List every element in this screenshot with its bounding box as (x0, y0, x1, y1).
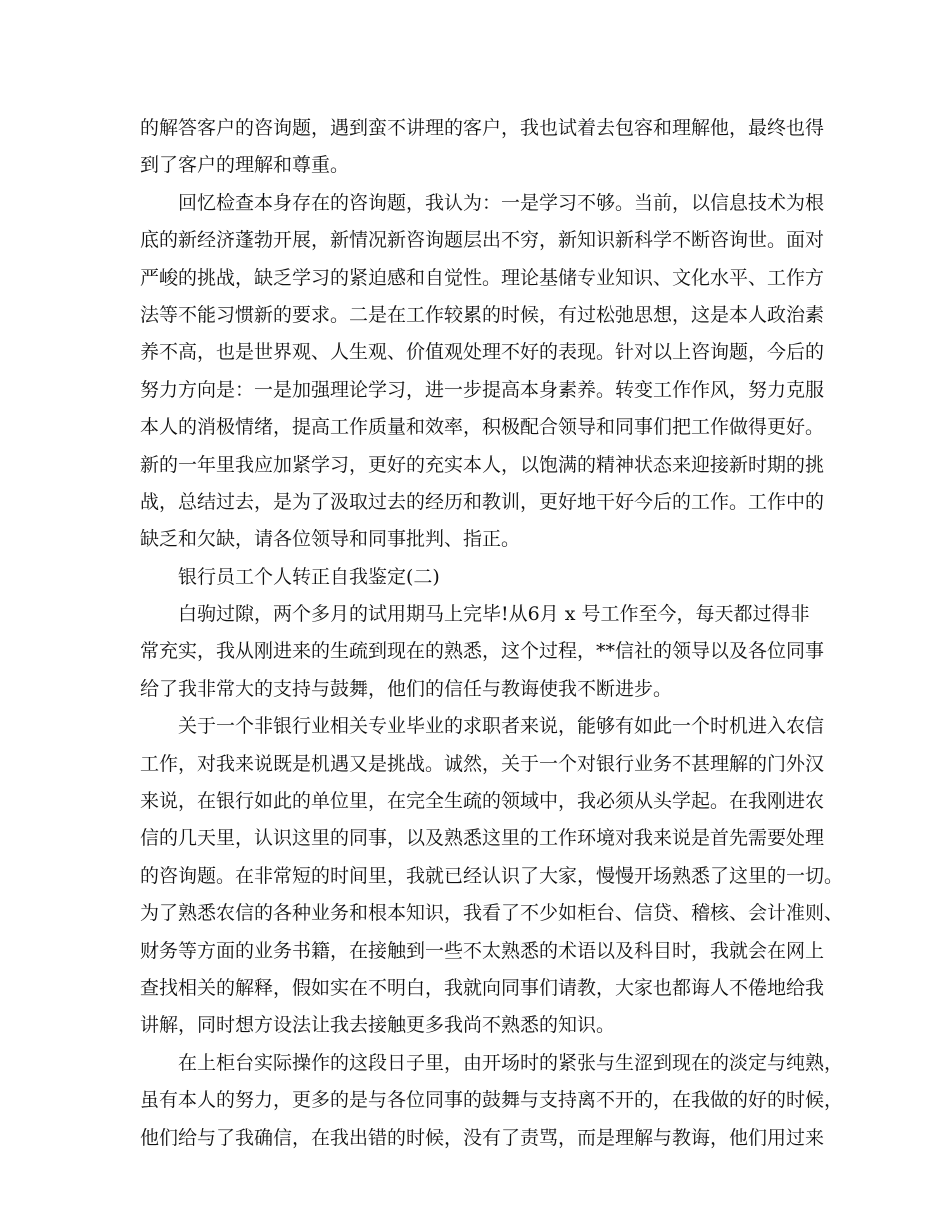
text-line: 工作，对我来说既是机遇又是挑战。诚然，关于一个对银行业务不甚理解的门外汉 (140, 752, 825, 775)
paragraph-first-line: 银行员工个人转正自我鉴定(二) (178, 565, 440, 588)
text-line: 底的新经济蓬勃开展，新情况新咨询题层出不穷，新知识新科学不断咨询世。面对 (140, 229, 825, 252)
text-line: 养不高，也是世界观、人生观、价值观处理不好的表现。针对以上咨询题，今后的 (140, 341, 825, 364)
text-line: 的解答客户的咨询题，遇到蛮不讲理的客户，我也试着去包容和理解他，最终也得 (140, 117, 825, 139)
document-body (140, 110, 844, 1157)
text-line: 查找相关的解释，假如实在不明白，我就向同事们请教，大家也都诲人不倦地给我 (140, 976, 825, 999)
text-line: 的咨询题。在非常短的时间里，我就已经认识了大家，慢慢开场熟悉了这里的一切。 (140, 864, 844, 887)
text-line: 战，总结过去，是为了汲取过去的经历和教训，更好地干好今后的工作。工作中的 (140, 490, 825, 513)
text-line: 信的几天里，认识这里的同事，以及熟悉这里的工作环境对我来说是首先需要处理 (140, 827, 825, 850)
text-line: 严峻的挑战，缺乏学习的紧迫感和自觉性。理论基储专业知识、文化水平、工作方 (140, 266, 825, 289)
text-line: 缺乏和欠缺，请各位领导和同事批判、指正。 (140, 528, 521, 551)
text-line: 努力方向是：一是加强理论学习，进一步提高本身素养。转变工作作风，努力克服 (140, 378, 825, 401)
text-line: 常充实，我从刚进来的生疏到现在的熟悉，这个过程，**信社的领导以及各位同事 (140, 640, 825, 663)
text-line: 他们给与了我确信，在我出错的时候，没有了责骂，而是理解与教诲，他们用过来 (140, 1126, 825, 1149)
paragraph-first-line: 关于一个非银行业相关专业毕业的求职者来说，能够有如此一个时机进入农信 (178, 715, 825, 738)
text-line: 法等不能习惯新的要求。二是在工作较累的时候，有过松弛思想，这是本人政治素 (140, 303, 825, 326)
paragraph-first-line: 在上柜台实际操作的这段日子里，由开场时的紧张与生涩到现在的淡定与纯熟， (178, 1051, 844, 1074)
text-line: 给了我非常大的支持与鼓舞，他们的信任与教诲使我不断进步。 (140, 677, 673, 700)
text-line: 新的一年里我应加紧学习，更好的充实本人，以饱满的精神状态来迎接新时期的挑 (140, 453, 825, 476)
text-line: 为了熟悉农信的各种业务和根本知识，我看了不少如柜台、信贷、稽核、会计准则、 (140, 902, 844, 925)
text-line: 本人的消极情绪，提高工作质量和效率，积极配合领导和同事们把工作做得更好。 (140, 416, 825, 439)
text-line: 来说，在银行如此的单位里，在完全生疏的领域中，我必须从头学起。在我刚进农 (140, 790, 825, 813)
text-line: 虽有本人的努力，更多的是与各位同事的鼓舞与支持离不开的，在我做的好的时候， (140, 1089, 844, 1112)
paragraph-first-line: 回忆检查本身存在的咨询题，我认为：一是学习不够。当前，以信息技术为根 (178, 191, 825, 214)
text-line: 讲解，同时想方设法让我去接触更多我尚不熟悉的知识。 (140, 1014, 616, 1037)
text-line: 财务等方面的业务书籍，在接触到一些不太熟悉的术语以及科目时，我就会在网上 (140, 939, 825, 962)
paragraph-first-line: 白驹过隙，两个多月的试用期马上完毕!从6月 x 号工作至今，每天都过得非 (178, 603, 810, 626)
text-line: 到了客户的理解和尊重。 (140, 154, 350, 177)
